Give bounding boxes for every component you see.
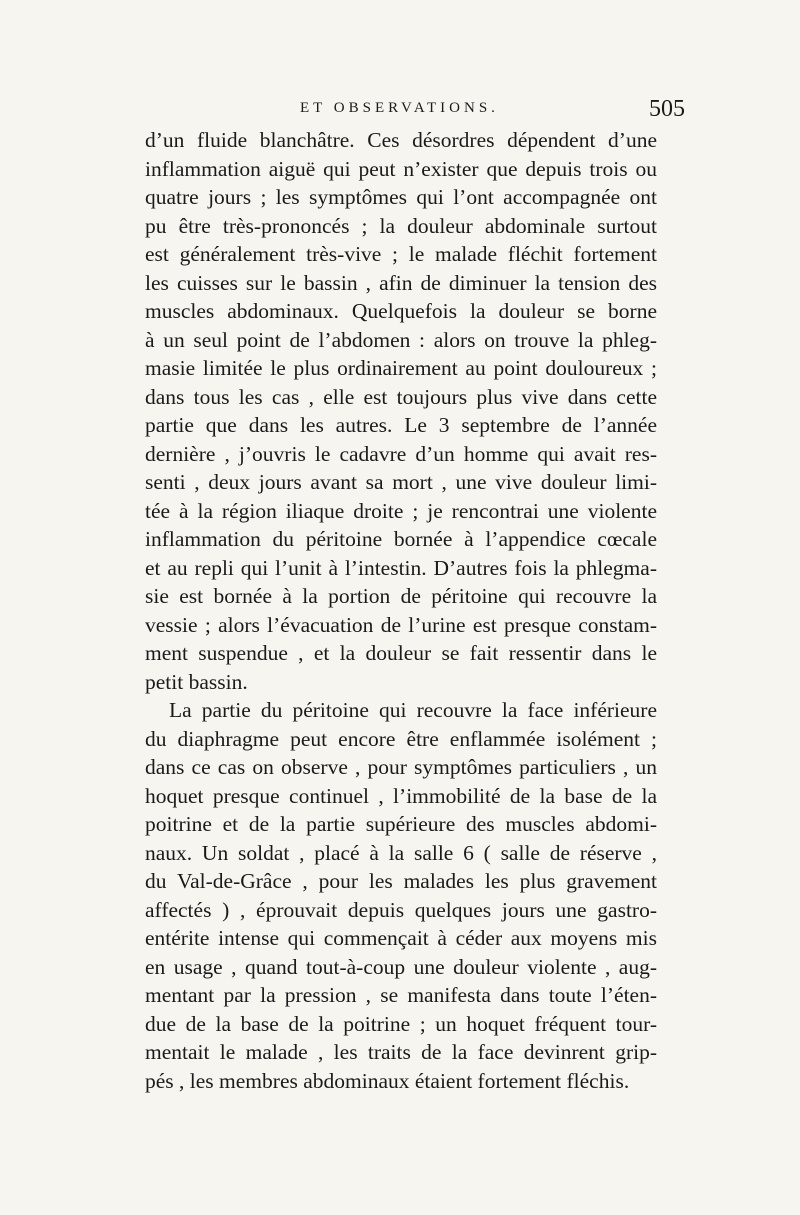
text-line: pu être très-prononcés ; la douleur abdominale surtout: [145, 213, 657, 238]
text-line: vessie ; alors l’évacuation de l’urine est presque constam-: [145, 612, 657, 637]
text-line: est généralement très-vive ; le malade fléchit fortement: [145, 242, 657, 266]
text-line: ment suspendue , et la douleur se fait ressentir dans le: [145, 641, 657, 665]
page-number: 505: [649, 96, 685, 122]
text-line: du diaphragme peut encore être enflammée isolément ;: [145, 726, 657, 751]
text-line: à un seul point de l’abdomen : alors on trouve la phleg-: [145, 327, 657, 352]
text-line: naux. Un soldat , placé à la salle 6 ( salle de réserve ,: [145, 840, 657, 865]
text-line: inflammation du péritoine bornée à l’appendice cœcale: [145, 527, 657, 551]
paragraph: [145, 696, 657, 1095]
text-line: quatre jours ; les symptômes qui l’ont accompagnée ont: [145, 185, 657, 209]
text-line: pés , les membres abdominaux étaient fortement fléchis.: [145, 1068, 630, 1093]
text-line: partie que dans les autres. Le 3 septembre de l’année: [145, 413, 657, 437]
text-line: masie limitée le plus ordinairement au point douloureux ;: [145, 356, 657, 380]
running-title: ET OBSERVATIONS.: [300, 100, 499, 116]
text-line: tée à la région iliaque droite ; je rencontrai une violente: [145, 498, 657, 523]
text-line: dans tous les cas , elle est toujours plus vive dans cette: [145, 384, 657, 409]
text-line: senti , deux jours avant sa mort , une vive douleur limi-: [145, 470, 657, 494]
running-head: [145, 96, 685, 128]
text-line: La partie du péritoine qui recouvre la face inférieure: [169, 698, 657, 722]
text-line: en usage , quand tout-à-coup une douleur violente , aug-: [145, 954, 657, 979]
text-line: affectés ) , éprouvait depuis quelques jours une gastro-: [145, 897, 657, 922]
text-line: petit bassin.: [145, 669, 248, 694]
text-line: entérite intense qui commençait à céder aux moyens mis: [145, 926, 657, 950]
text-line: hoquet presque continuel , l’immobilité de la base de la: [145, 783, 657, 808]
text-line: du Val-de-Grâce , pour les malades les plus gravement: [145, 869, 657, 893]
text-line: et au repli qui l’unit à l’intestin. D’autres fois la phlegma-: [145, 555, 657, 580]
body-text: [145, 126, 657, 1095]
text-line: mentait le malade , les traits de la face devinrent grip-: [145, 1040, 657, 1064]
text-line: les cuisses sur le bassin , afin de diminuer la tension des: [145, 270, 657, 295]
text-line: poitrine et de la partie supérieure des muscles abdomi-: [145, 812, 657, 836]
text-line: d’un fluide blanchâtre. Ces désordres dépendent d’une: [145, 128, 657, 152]
text-line: muscles abdominaux. Quelquefois la douleur se borne: [145, 299, 657, 323]
text-line: inflammation aiguë qui peut n’exister que depuis trois ou: [145, 156, 657, 181]
text-line: dernière , j’ouvris le cadavre d’un homme qui avait res-: [145, 441, 657, 466]
text-line: mentant par la pression , se manifesta dans toute l’éten-: [145, 983, 657, 1007]
text-line: sie est bornée à la portion de péritoine qui recouvre la: [145, 584, 657, 608]
text-line: dans ce cas on observe , pour symptômes particuliers , un: [145, 755, 657, 779]
text-line: due de la base de la poitrine ; un hoquet fréquent tour-: [145, 1011, 657, 1036]
paragraph: [145, 126, 657, 696]
